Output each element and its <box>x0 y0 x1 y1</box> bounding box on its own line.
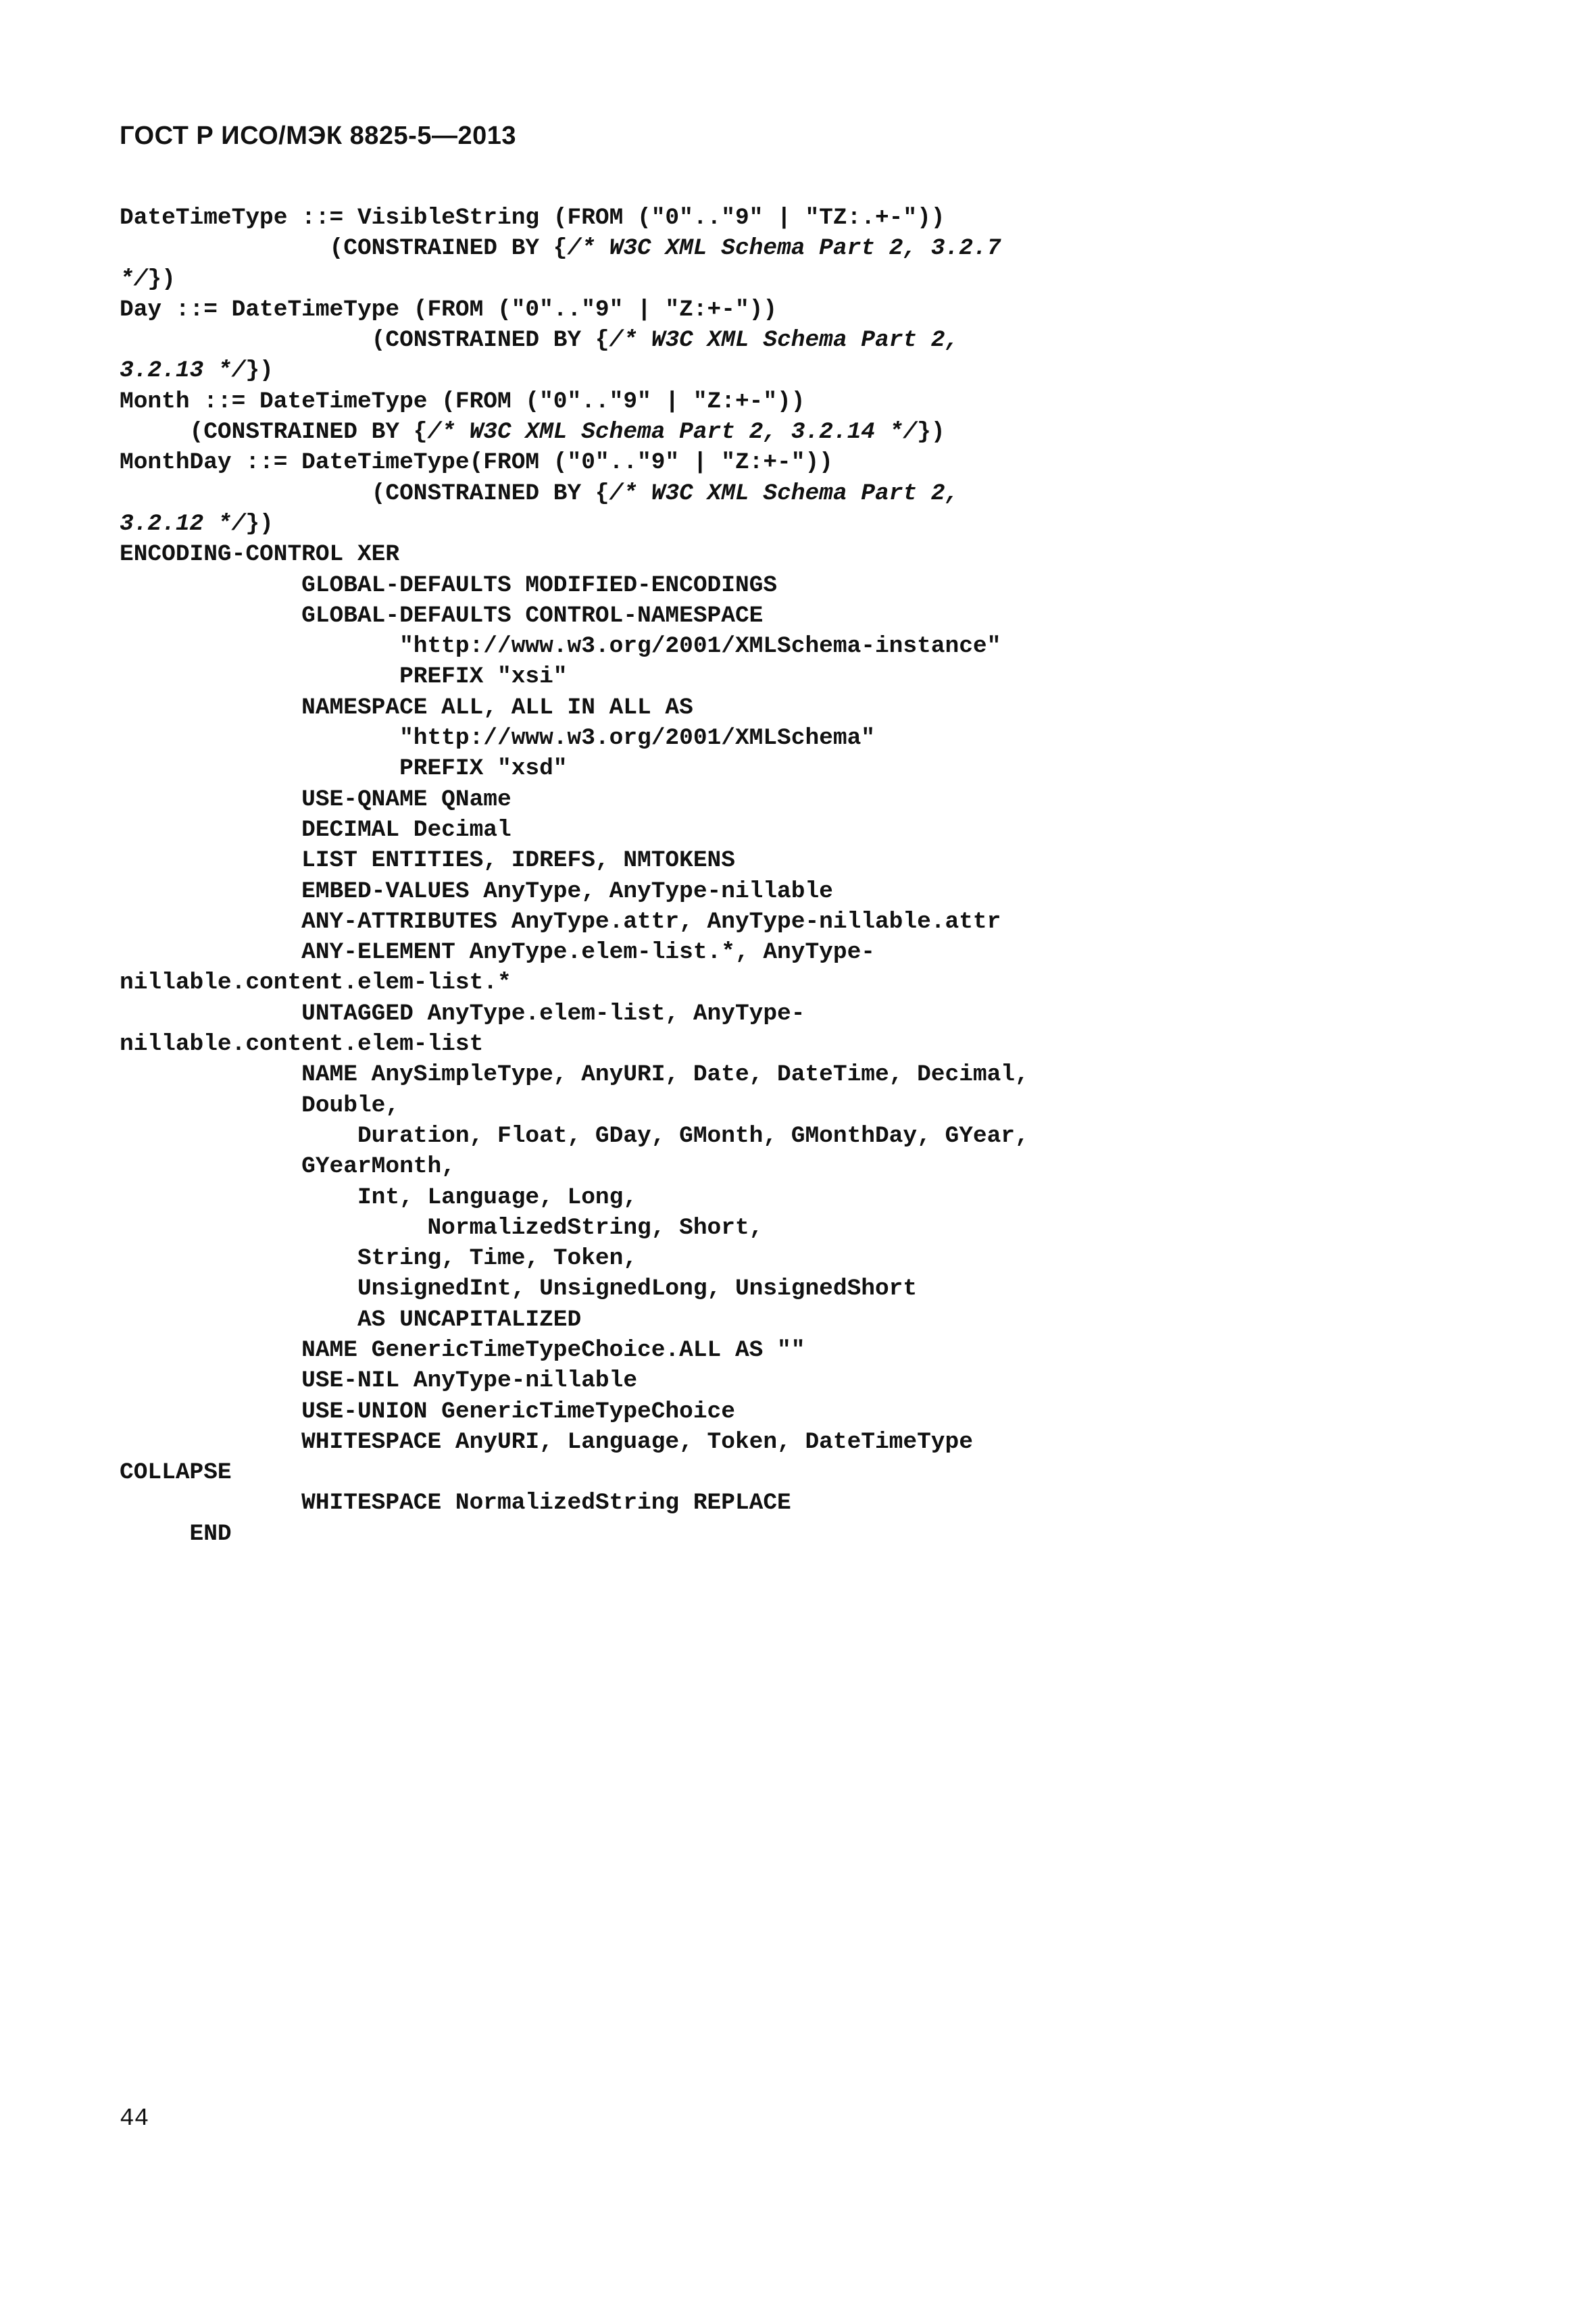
code-line-text: MonthDay ::= DateTimeType(FROM ("0".."9" | "Z:+-")) <box>120 449 833 476</box>
code-comment: /* W3C XML Schema Part 2, <box>609 327 959 354</box>
code-line-text: USE-UNION GenericTimeTypeChoice <box>120 1398 735 1425</box>
code-line <box>120 539 1029 570</box>
code-line <box>120 784 1029 815</box>
code-line <box>120 295 1029 325</box>
code-line-text: UNTAGGED AnyType.elem-list, AnyType- <box>120 1000 805 1027</box>
code-line <box>120 478 1029 509</box>
page-number: 44 <box>120 2105 149 2132</box>
code-line-text: NAME AnySimpleType, AnyURI, Date, DateTime, Decimal, <box>120 1061 1029 1088</box>
code-line-text: (CONSTRAINED BY { <box>120 327 609 354</box>
code-line-text: GYearMonth, <box>120 1153 455 1180</box>
code-line <box>120 1519 1029 1549</box>
code-line-text: EMBED-VALUES AnyType, AnyType-nillable <box>120 878 833 905</box>
code-line <box>120 999 1029 1029</box>
code-line <box>120 967 1029 998</box>
code-line <box>120 1090 1029 1121</box>
code-line <box>120 355 1029 386</box>
code-line-text: WHITESPACE AnyURI, Language, Token, DateTimeType <box>120 1428 973 1455</box>
code-line-text: WHITESPACE NormalizedString REPLACE <box>120 1490 791 1517</box>
code-line-text: NormalizedString, Short, <box>120 1214 764 1241</box>
code-line <box>120 631 1029 661</box>
code-line-text: Day ::= DateTimeType (FROM ("0".."9" | "Z:+-")) <box>120 296 778 323</box>
code-line-text: END <box>120 1520 232 1547</box>
code-line-text: DateTimeType ::= VisibleString (FROM ("0".."9" | "TZ:.+-")) <box>120 205 945 231</box>
code-line <box>120 264 1029 295</box>
code-line-text: (CONSTRAINED BY { <box>120 480 609 507</box>
code-line <box>120 845 1029 876</box>
code-line-text: Duration, Float, GDay, GMonth, GMonthDay, GYear, <box>120 1122 1029 1149</box>
code-line-tail: }) <box>245 510 274 537</box>
code-line <box>120 447 1029 478</box>
code-line-text: PREFIX "xsi" <box>120 663 568 690</box>
code-line <box>120 1365 1029 1396</box>
code-line-text: "http://www.w3.org/2001/XMLSchema-instance" <box>120 633 1001 660</box>
asn1-code-listing <box>120 203 1029 1549</box>
code-line-text: DECIMAL Decimal <box>120 816 512 843</box>
code-line <box>120 753 1029 784</box>
code-line <box>120 1059 1029 1090</box>
code-line <box>120 1182 1029 1213</box>
code-line-text: USE-NIL AnyType-nillable <box>120 1367 638 1394</box>
code-line <box>120 1457 1029 1488</box>
code-line <box>120 1488 1029 1518</box>
code-line <box>120 1213 1029 1243</box>
code-line <box>120 723 1029 753</box>
code-line <box>120 693 1029 723</box>
code-line-tail: }) <box>245 357 274 384</box>
code-line <box>120 509 1029 539</box>
code-line-text: ANY-ELEMENT AnyType.elem-list.*, AnyType- <box>120 939 875 966</box>
code-line <box>120 1121 1029 1151</box>
code-comment: /* W3C XML Schema Part 2, 3.2.7 <box>567 235 1001 262</box>
code-line-text: ENCODING-CONTROL XER <box>120 541 400 568</box>
code-line-text: NAME GenericTimeTypeChoice.ALL AS "" <box>120 1336 805 1363</box>
code-line <box>120 876 1029 907</box>
code-line-text: nillable.content.elem-list <box>120 1031 484 1058</box>
code-line-text: (CONSTRAINED BY { <box>120 419 428 446</box>
code-line-text: LIST ENTITIES, IDREFS, NMTOKENS <box>120 847 735 874</box>
code-line <box>120 325 1029 355</box>
code-line-text: Month ::= DateTimeType (FROM ("0".."9" | "Z:+-")) <box>120 388 805 415</box>
code-line <box>120 815 1029 845</box>
code-line-tail: }) <box>147 266 176 293</box>
code-line-text: AS UNCAPITALIZED <box>120 1306 582 1333</box>
code-line <box>120 1151 1029 1182</box>
code-line-text: nillable.content.elem-list.* <box>120 970 512 997</box>
code-line-text: COLLAPSE <box>120 1459 232 1486</box>
code-line <box>120 233 1029 263</box>
code-line-text: String, Time, Token, <box>120 1245 638 1272</box>
code-line <box>120 1305 1029 1335</box>
code-comment: 3.2.13 */ <box>120 357 246 384</box>
code-line-text: Double, <box>120 1092 400 1119</box>
code-line-text: Int, Language, Long, <box>120 1184 638 1211</box>
code-comment: /* W3C XML Schema Part 2, 3.2.14 */ <box>427 419 918 446</box>
code-line-text: ANY-ATTRIBUTES AnyType.attr, AnyType-nillable.attr <box>120 908 1001 935</box>
code-comment: /* W3C XML Schema Part 2, <box>609 480 959 507</box>
code-line <box>120 1274 1029 1304</box>
code-comment: */ <box>120 266 148 293</box>
code-line-text: PREFIX "xsd" <box>120 755 568 782</box>
code-line <box>120 907 1029 937</box>
code-line-text: UnsignedInt, UnsignedLong, UnsignedShort <box>120 1276 918 1303</box>
code-comment: 3.2.12 */ <box>120 510 246 537</box>
code-line <box>120 937 1029 967</box>
code-line <box>120 570 1029 601</box>
code-line-text: GLOBAL-DEFAULTS CONTROL-NAMESPACE <box>120 602 764 629</box>
code-line-text: USE-QNAME QName <box>120 786 512 813</box>
code-line <box>120 1029 1029 1059</box>
code-line <box>120 386 1029 417</box>
code-line <box>120 1427 1029 1457</box>
document-header-title: ГОСТ Р ИСО/МЭК 8825-5—2013 <box>120 122 516 150</box>
code-line <box>120 1335 1029 1365</box>
code-line <box>120 601 1029 631</box>
code-line <box>120 1397 1029 1427</box>
code-line-tail: }) <box>917 419 945 446</box>
code-line-text: NAMESPACE ALL, ALL IN ALL AS <box>120 694 693 721</box>
code-line-text: GLOBAL-DEFAULTS MODIFIED-ENCODINGS <box>120 572 778 599</box>
code-line <box>120 203 1029 233</box>
code-line <box>120 661 1029 692</box>
code-line <box>120 1243 1029 1274</box>
code-line <box>120 417 1029 447</box>
code-line-text: (CONSTRAINED BY { <box>120 235 568 262</box>
code-line-text: "http://www.w3.org/2001/XMLSchema" <box>120 725 875 752</box>
